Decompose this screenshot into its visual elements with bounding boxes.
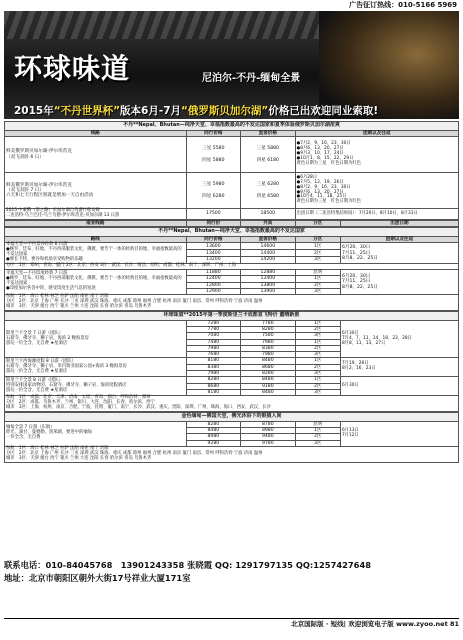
direct-cell: 8980 [241, 427, 295, 433]
section2-title: 南亚线路 [5, 221, 187, 227]
headline-quote1: “不丹世界杯” [53, 105, 121, 117]
zone-cell: 1区 [295, 427, 340, 433]
direct-cell: 18500 [241, 209, 295, 220]
dates-cell: ●6月28日 ●7月5、12、19、26日 ●8月2、9、16、23、30日 ●9月6、13、20、27日 ●10月4、11、18、25日 黄色日期为三星 红色日期为红色 [295, 173, 458, 209]
dates-cell: 6月20、30日 7月11、25日 8月8、22、25日 [340, 270, 458, 295]
publication-info: 北京国际版 · 短线| 欢迎浏览电子版 www.zyoo.net 81 [291, 620, 459, 628]
section2-table [4, 220, 459, 227]
price-cell: 17500 [186, 209, 240, 220]
zone-cell: 2区 [295, 345, 340, 351]
price-cell: 9280 [186, 440, 240, 446]
zone-cell: 1区 [295, 358, 340, 364]
dates-cell: 6月13日 7月12日 [340, 421, 458, 446]
direct-cell: 14600 [241, 243, 295, 250]
headline-suffix: 价格已出欢迎同业索取! [268, 105, 379, 117]
direct-cell: 9480 [241, 434, 295, 440]
price-cell: 7080 [186, 333, 240, 339]
price-cell: 8280 [186, 421, 240, 427]
zone-note: 东航 1区：海口 桂林 林芝 拉萨 沈阳 南充 南宁 贵阳 分区 2区：北京 上海 广州 长沙 三亚 深圳 武汉 珠海、重庆 成都 郑州 福州 合肥 杭州 南京 厦门 南昌、常州 呼和浩特 宁波 济南 温州 城市 3区：天津 烟台 西宁 银川 兰州 大连 沈阳 长春 哈尔滨 青岛 乌鲁木齐 [5, 295, 459, 311]
section4-table [4, 320, 459, 412]
price-cell: 8380 [186, 364, 240, 370]
direct-cell: 9180 [241, 383, 295, 389]
price-cell: 11880 [186, 270, 240, 276]
zone-cell: 1区 [295, 243, 340, 250]
zone-cell: 1区 [295, 377, 340, 383]
dates-cell: 6月20、30日 7月11、25日 8月8、22、25日 [340, 243, 458, 264]
banner-headline [14, 105, 454, 117]
zone-cell: 3区 [295, 288, 340, 294]
direct-cell: 7980 [241, 352, 295, 358]
ad-hotline: 广告征订热线：010-5166 5969 [349, 1, 457, 9]
col-header: 出团日期 [340, 221, 458, 227]
section4-title: 环球味道**2015年第一季度斯里兰卡成都直飞特价 董晴新推 [4, 311, 459, 320]
banner-subtitle: 尼泊尔-不丹-缅甸全景 [202, 73, 301, 84]
route-cell: 斯里兰卡全景 8 日游（团队） 特别安排国家动物园、石窟寺、佛牙寺、狮子岩、海滨度假酒店 游玩一价全含、无自费 ★星酒店 [5, 377, 187, 396]
dates-cell: 6月30日 [340, 377, 458, 396]
brand-logo: 环球味道 [14, 52, 131, 85]
zone-cell: 3区 [295, 440, 340, 446]
col-header: 外宾 [241, 221, 295, 227]
col-header: 直客价格 [241, 130, 295, 136]
direct-cell: 8280 [241, 327, 295, 333]
route-cell: 斯里兰卡全景 7 日游（团队） 石窟寺、佛牙寺、狮子岩、海滨 2 晚海景房 游玩一价全含、无自费 ★星酒店 [5, 320, 187, 358]
col-header: 团期以及往返 [295, 130, 458, 136]
price-cell: 7980 [186, 345, 240, 351]
contact-address: 地址：北京市朝阳区朝外大街17号祥业大厦171室 [4, 572, 191, 583]
direct-cell: 7780 [241, 320, 295, 326]
direct-cell: 12880 [241, 270, 295, 276]
contact-footer [4, 558, 459, 610]
direct-cell: 8280 [241, 370, 295, 376]
direct-cell: 13800 [241, 282, 295, 288]
direct-cell: 13900 [241, 288, 295, 294]
direct-cell: 9780 [241, 440, 295, 446]
zone-cell: 2区 [295, 250, 340, 257]
section3-title: 不丹**Nepal、Bhutan—纯净天堂、幸福指数最高的不发达国家 [4, 227, 459, 236]
section5-table [4, 421, 459, 463]
zone-cell: 2区 [295, 327, 340, 333]
route-cell: 鲜美俄罗斯贝加尔湖-伊尔库茨克 （双飞双卧 6 日） [5, 137, 187, 173]
price-cell: 7780 [186, 327, 240, 333]
price-cell: 12800 [186, 282, 240, 288]
price-cell: 13200 [186, 257, 240, 264]
section1-table [4, 130, 459, 220]
price-cell: 8480 [186, 427, 240, 433]
col-header: 同行价 [186, 221, 240, 227]
direct-cell: 8680 [241, 364, 295, 370]
dates-cell: 出团日期（二连浩特集结时间）：7月20日、8月10日、8月31日 [295, 209, 458, 220]
bottom-bar [4, 618, 459, 631]
zone-cell: 3区 [295, 370, 340, 376]
table-row [5, 137, 459, 173]
route-cell: 幸福天堂—不丹景谷经典 6 日游 ●畅罗、廷布、旺地、不丹西部服装文化、佛教、要告于一体的经典目的地、幸福指数最高的不发达国家 ●要长卡特、要谷和机场享受购物的乐趣 [5, 243, 187, 264]
section5-title: 金色缅甸—佛国天堂，佛光沐浴下的银猿人间 [4, 412, 459, 421]
price-cell: 三星 5980 四星 6280 [186, 173, 240, 209]
route-cell: 缅甸全景 7 日游（东航） 仰光、蒲甘、曼德勒、茵莱湖、要进中的缅甸 一价全含、无自费 [5, 421, 187, 446]
price-cell: 7980 [186, 370, 240, 376]
route-cell: 斯里兰卡西海滩度假 8 日游（团队） 石窟寺、佛牙寺、狮子岩、米内瑞亚国家公园+海滨 3 晚海景房 游玩一价全含、无自费 ★星酒店 [5, 358, 187, 377]
headline-quote2: “俄罗斯贝加尔湖” [181, 105, 269, 117]
zone-cell: 1区 [295, 320, 340, 326]
table-row [5, 396, 459, 412]
col-header: 团期以及往返 [340, 237, 458, 243]
contact-phone: 联系电话：010-84045768 13901243358 张晓霞 QQ: 1291797135 QQ:1257427648 [4, 560, 371, 570]
dates-cell: 7月19、26日 8月2、16、23日 [340, 358, 458, 377]
section3-table [4, 236, 459, 311]
zone-note: 东航 1区：成都、北京、天津、济南、太原、青岛、烟台、呼和浩特、郑州 分区 2区：成都、乌鲁木齐、兰州、银川、大连、沈阳、长春、哈尔滨、西宁 城市 3区：上海、杭州、南京、合肥、宁波、昆明、厦门、南宁、长沙、武汉、重庆、贵阳、深圳、广州、珠海、海口、西安、武汉、长沙 [5, 396, 459, 412]
top-line [0, 0, 463, 10]
col-header: 路线 [5, 237, 187, 243]
price-cell: 7480 [186, 339, 240, 345]
price-cell: 8180 [186, 389, 240, 395]
dates-cell: ●7月2、9、16、23、30日 ●8月6、13、20、27日 ●9月3、10、17、24日 ●10月1、8、15、22、29日 黄色日期为三星 红色日期为红色 [295, 137, 458, 173]
table-row [5, 173, 459, 209]
headline-prefix: 2015年 [14, 105, 54, 117]
zone-cell: 3区 [295, 389, 340, 395]
price-cell: 7680 [186, 352, 240, 358]
direct-cell: 三星 5880 四星 6180 [241, 137, 295, 173]
direct-cell: 7580 [241, 333, 295, 339]
route-cell: 幸福天堂—不丹印度经典 7 日游 ●畅罗、廷布、旺地、不丹西部服装文化、佛教、要告于一体的经典目的地、幸福指数最高的不发达国家 ●印度加尔各答中转、感受印度生活气息的短途 [5, 270, 187, 295]
route-cell: 鲜美俄罗斯贝加尔湖-伊尔库茨克 （双飞双卧 7 日） 六天和七天行程区别就是增加一天自由活动 [5, 173, 187, 209]
route-cell: 2015 中蒙俄（茶之路）贝加尔湖自驾游行程安排 二连浩特-乌兰巴托-乌兰乌德-伊尔库茨克-贝加尔湖 13 日游 [5, 209, 187, 220]
content [4, 121, 459, 463]
zone-note: 东航 1区：海口 桂林 林芝 拉萨 沈阳 南充 南宁 贵阳 分区 2区：北京 上海 广州 长沙 三亚 深圳 武汉 珠海、重庆 成都 郑州 福州 合肥 杭州 南京 厦门 南昌、常州 呼和浩特 宁波 济南 温州 城市 3区：天津 烟台 西宁 银川 兰州 大连 沈阳 长春 哈尔滨 青岛 乌鲁木齐 [5, 446, 459, 462]
direct-cell: 13400 [241, 276, 295, 282]
col-header: 直客价格 [241, 237, 295, 243]
direct-cell: 14400 [241, 250, 295, 257]
price-cell: 12900 [186, 288, 240, 294]
direct-cell: 8480 [241, 377, 295, 383]
temple-image [319, 11, 459, 119]
direct-cell: 7980 [241, 339, 295, 345]
direct-cell: 8780 [241, 421, 295, 427]
zone-cell: 2区 [295, 282, 340, 288]
table-row [5, 295, 459, 311]
zone-note: 分区 1区：郑州、青岛、厦门 2区：北京、西安 3区：武汉、长沙、南昌、昆明、成都、桂林、南宁、深圳、广州、上海 [5, 264, 459, 270]
zone-cell: 昆明 [295, 270, 340, 276]
col-header: 线路 [5, 130, 187, 136]
zone-cell: 1区 [295, 276, 340, 282]
price-cell: 三星 5580 四星 5880 [186, 137, 240, 173]
price-cell: 12400 [186, 276, 240, 282]
price-cell: 7280 [186, 320, 240, 326]
headline-mid: 版本6月-7月 [120, 105, 182, 117]
banner [4, 11, 459, 119]
zone-cell: 3区 [295, 257, 340, 264]
direct-cell: 8480 [241, 389, 295, 395]
zone-cell: 1区 [295, 339, 340, 345]
price-cell: 8280 [186, 377, 240, 383]
zone-cell: 2区 [295, 434, 340, 440]
price-cell: 13600 [186, 243, 240, 250]
direct-cell: 14200 [241, 257, 295, 264]
table-row [5, 243, 459, 250]
col-header: 分区 [295, 221, 340, 227]
table-row [5, 446, 459, 462]
section1-title: 不丹**Nepal、Bhutan—纯净天堂、幸福指数最高的不发达国家和夏季体验俄罗斯贝加尔湖浓爽 [4, 121, 459, 130]
col-header: 同行价格 [186, 237, 240, 243]
col-header: 同行价格 [186, 130, 240, 136]
dates-cell: 6月30日 7月4、7、11、14、18、23、28日 8月8、11、13、27日 [340, 320, 458, 358]
zone-cell: 2区 [295, 364, 340, 370]
direct-cell: 8380 [241, 345, 295, 351]
zone-cell: 昆明 [295, 421, 340, 427]
zone-cell: 2区 [295, 383, 340, 389]
price-cell: 8180 [186, 358, 240, 364]
zone-cell: 3区 [295, 352, 340, 358]
price-cell: 13400 [186, 250, 240, 257]
zone-cell: 3区 [295, 333, 340, 339]
col-header: 分区 [295, 237, 340, 243]
direct-cell: 三星 6280 四星 6580 [241, 173, 295, 209]
direct-cell: 8480 [241, 358, 295, 364]
price-cell: 8680 [186, 383, 240, 389]
table-row [5, 209, 459, 220]
price-cell: 8980 [186, 434, 240, 440]
